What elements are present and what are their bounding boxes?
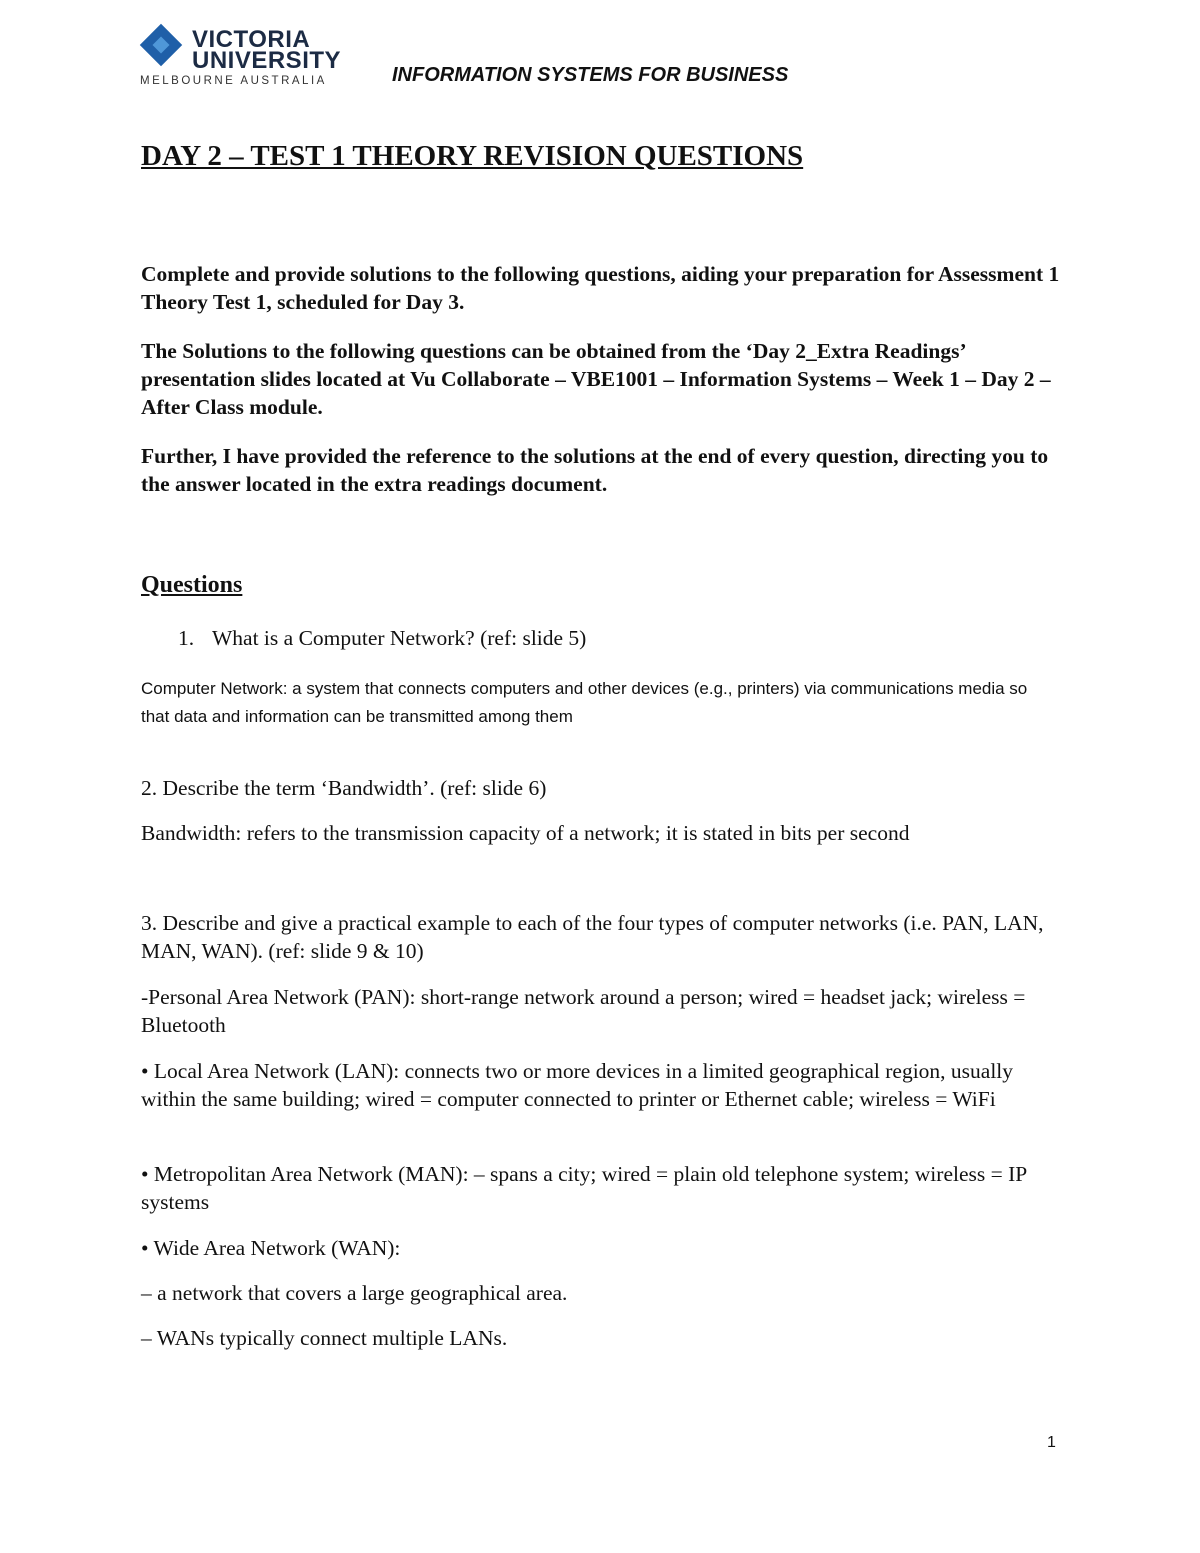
question-1-text: What is a Computer Network? (ref: slide 5) xyxy=(212,626,587,650)
answer-3-lan: • Local Area Network (LAN): connects two or more devices in a limited geographical region, usually within the same building; wired = computer connected to printer or Ethernet cable; wireless = WiFi xyxy=(141,1059,1014,1111)
answer-1: Computer Network: a system that connects computers and other devices (e.g., printers) via communications media so that data and information can be transmitted among them xyxy=(141,679,1028,726)
answer-3-pan: -Personal Area Network (PAN): short-range network around a person; wired = headset jack; wireless = Bluetooth xyxy=(141,985,1026,1037)
intro-paragraph-1: Complete and provide solutions to the following questions, aiding your preparation for Assessment 1 Theory Test 1, scheduled for Day 3. xyxy=(141,262,1060,314)
logo-word-university: UNIVERSITY xyxy=(192,47,342,74)
page-title: DAY 2 – TEST 1 THEORY REVISION QUESTIONS xyxy=(141,140,804,172)
logo-word-victoria: VICTORIA xyxy=(192,26,311,53)
answer-3-wan-point-2: – WANs typically connect multiple LANs. xyxy=(141,1326,508,1350)
question-3: 3. Describe and give a practical example to each of the four types of computer networks (i.e. PAN, LAN, MAN, WAN). (ref: slide 9 & 10) xyxy=(141,911,1044,963)
question-1-number: 1. xyxy=(178,626,195,650)
answer-2: Bandwidth: refers to the transmission capacity of a network; it is stated in bits per second xyxy=(141,821,910,845)
question-2: 2. Describe the term ‘Bandwidth’. (ref: slide 6) xyxy=(141,776,547,800)
logo-subtitle: MELBOURNE AUSTRALIA xyxy=(140,75,327,87)
header-title: INFORMATION SYSTEMS FOR BUSINESS xyxy=(392,64,789,86)
question-1 xyxy=(178,626,586,651)
answer-3-wan: • Wide Area Network (WAN): xyxy=(141,1236,401,1260)
answer-3-man: • Metropolitan Area Network (MAN): – spans a city; wired = plain old telephone system; wireless = IP systems xyxy=(141,1162,1027,1214)
intro-paragraph-2: The Solutions to the following questions can be obtained from the ‘Day 2_Extra Readings’ presentation slides located at Vu Collaborate – VBE1001 – Information Systems – Week 1 – Day 2 – After Class module. xyxy=(141,339,1051,419)
answer-3-wan-point-1: – a network that covers a large geographical area. xyxy=(141,1281,568,1305)
university-logo xyxy=(140,26,342,90)
page-number: 1 xyxy=(1047,1434,1056,1451)
intro-paragraph-3: Further, I have provided the reference to the solutions at the end of every question, directing you to the answer located in the extra readings document. xyxy=(141,444,1049,496)
questions-heading: Questions xyxy=(141,572,243,598)
